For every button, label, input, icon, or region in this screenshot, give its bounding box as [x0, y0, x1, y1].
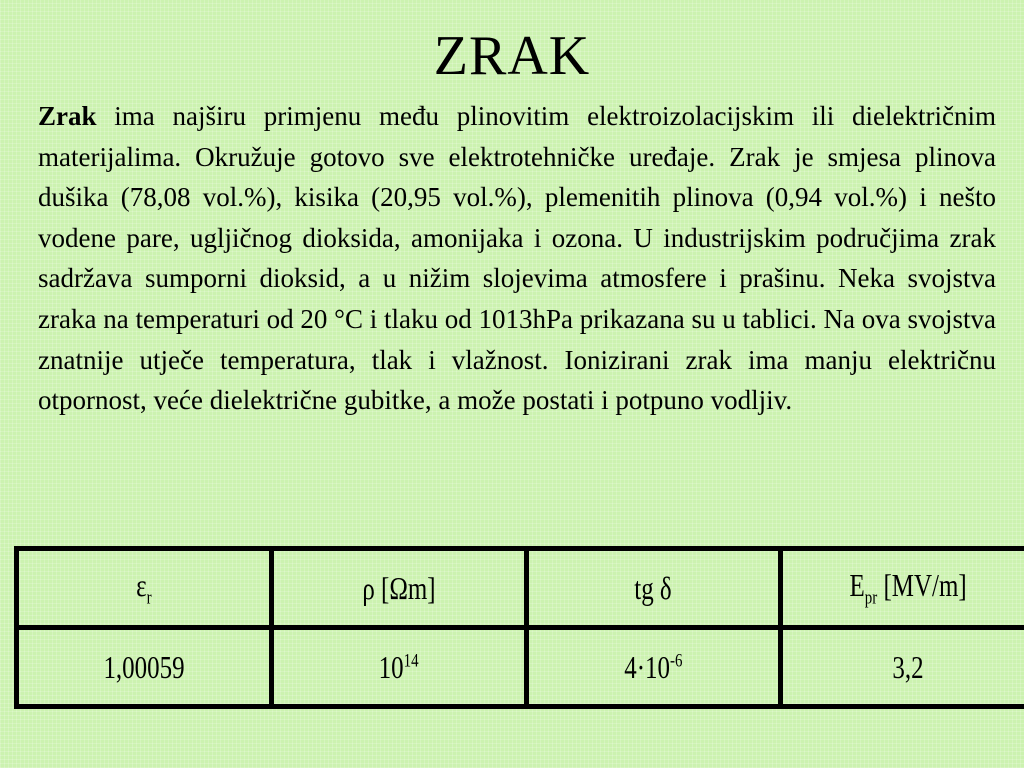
value-cell-breakdown-strength: 3,2 — [781, 628, 1024, 707]
header-cell-loss-tangent: tg δ — [526, 549, 781, 628]
table-row — [17, 628, 1024, 707]
table-header-row — [17, 549, 1024, 628]
value-cell-loss-tangent: $4\cdot 10^{-6}$ — [526, 628, 781, 707]
value-cell-resistivity: $10^{14}$ — [271, 628, 526, 707]
paragraph-lead: Zrak — [38, 101, 97, 131]
body-paragraph — [38, 96, 996, 421]
header-cell-permittivity: $\varepsilon_r$ — [17, 549, 272, 628]
page-title: ZRAK — [433, 25, 591, 87]
header-cell-breakdown-strength: $E_{pr}$ [MV/m] — [781, 549, 1024, 628]
paragraph-text: ima najširu primjenu među plinovitim elektroizolacijskim ili dielektričnim materijalima. Okružuje gotovo sve elektrotehničke uređaje. Zrak je smjesa plinova dušika (78,08 vol.%), kisika (20,95 vol.%), plemenitih plinova (0,94 vol.%) i nešto vodene pare, ugljičnog dioksida, amonijaka i ozona. U industrijskim područjima zrak sadržava sumporni dioksid, a u nižim slojevima atmosfere i prašinu. Neka svojstva zraka na temperaturi od 20 °C i tlaku od 1013hPa prikazana su u tablici. Na ova svojstva znatnije utječe temperatura, tlak i vlažnost. Ionizirani zrak ima manju električnu otpornost, veće dielektrične gubitke, a može postati i potpuno vodljiv. — [38, 101, 996, 416]
value-cell-permittivity: 1,00059 — [17, 628, 272, 707]
header-cell-resistivity: ρ [Ωm] — [271, 549, 526, 628]
air-properties-table — [14, 546, 1024, 709]
